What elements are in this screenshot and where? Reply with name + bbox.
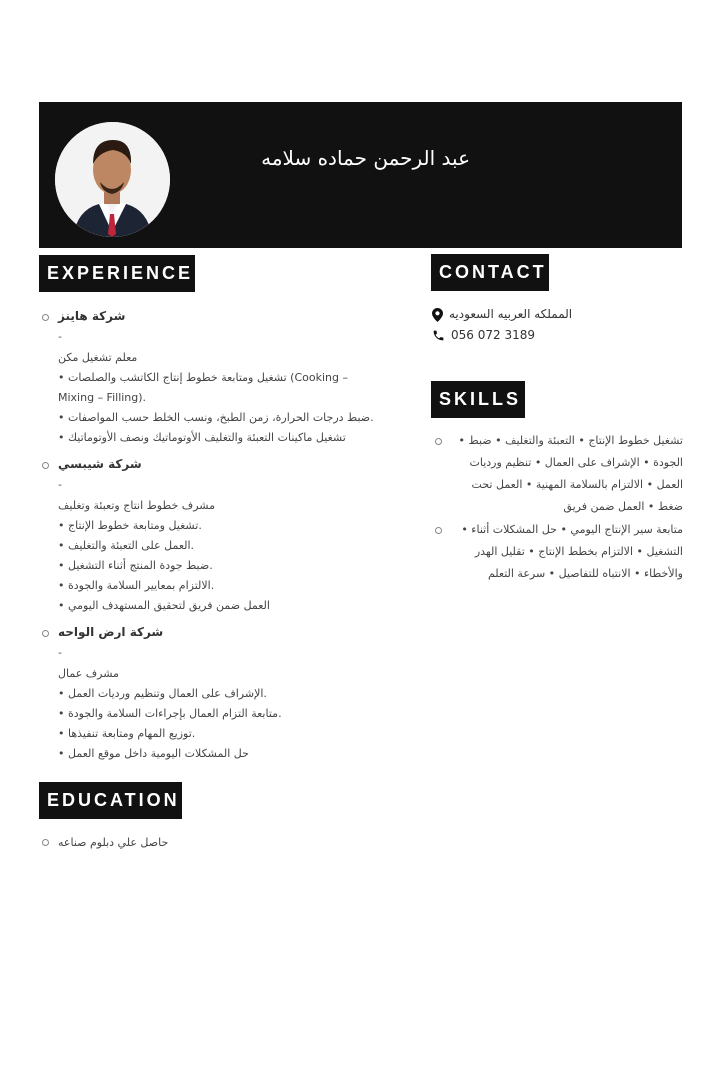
duty-line: • ضبط درجات الحرارة، زمن الطبخ، ونسب الخلط حسب المواصفات. — [58, 411, 374, 424]
experience-heading: EXPERIENCE — [39, 255, 195, 292]
skill-item — [433, 519, 683, 585]
phone-icon — [432, 329, 445, 342]
contact-location — [432, 304, 572, 324]
duty-line: • العمل ضمن فريق لتحقيق المستهدف اليومي — [58, 599, 270, 612]
full-name: عبد الرحمن حماده سلامه — [261, 146, 470, 170]
contact-heading: CONTACT — [431, 254, 549, 291]
experience-entry — [40, 454, 380, 616]
job-title: مشرف عمال — [58, 667, 119, 680]
location-text: المملكه العربيه السعوديه — [449, 307, 573, 321]
bullet-ring-icon — [42, 462, 49, 469]
bullet-ring-icon — [435, 527, 442, 534]
duty-line: • متابعة التزام العمال بإجراءات السلامة والجودة. — [58, 707, 282, 720]
company-name: شركة ارض الواحه — [58, 625, 164, 639]
duty-line: • تشغيل ومتابعة خطوط إنتاج الكاتشب والصلصات (Cooking – — [58, 371, 348, 384]
education-entry — [40, 833, 380, 853]
skill-line: التشغيل • الالتزام بخطط الإنتاج • تقليل الهدر — [474, 545, 683, 558]
skills-heading: SKILLS — [431, 381, 525, 418]
bullet-ring-icon — [42, 314, 49, 321]
duty-line: • تشغيل ماكينات التعبئة والتغليف الأوتوماتيك ونصف الأوتوماتيك — [58, 431, 346, 444]
date-range: - — [58, 330, 62, 343]
contact-phone[interactable] — [432, 325, 535, 345]
profile-photo — [55, 122, 170, 237]
bullet-ring-icon — [42, 630, 49, 637]
experience-entry — [40, 622, 380, 764]
bullet-ring-icon — [435, 438, 442, 445]
map-pin-icon — [432, 308, 443, 322]
skill-line: والأخطاء • الانتباه للتفاصيل • سرعة التعلم — [487, 567, 683, 580]
duty-line: • تشغيل ومتابعة خطوط الإنتاج. — [58, 519, 202, 532]
job-title: مشرف خطوط انتاج وتعبئة وتغليف — [58, 499, 215, 512]
duty-line: Mixing – Filling). — [58, 391, 147, 404]
company-name: شركة هاينز — [58, 309, 126, 323]
company-name: شركة شيبسي — [58, 457, 142, 471]
duty-line: • العمل على التعبئة والتغليف. — [58, 539, 195, 552]
skill-item — [433, 430, 683, 518]
education-item: حاصل علي دبلوم صناعه — [58, 836, 169, 849]
job-title: معلم تشغيل مكن — [58, 351, 138, 364]
duty-line: • توزيع المهام ومتابعة تنفيذها. — [58, 727, 196, 740]
phone-number[interactable]: 056 072 3189 — [451, 328, 535, 342]
date-range: - — [58, 646, 62, 659]
duty-line: • الالتزام بمعايير السلامة والجودة. — [58, 579, 215, 592]
skill-line: ضغط • العمل ضمن فريق — [563, 500, 683, 513]
date-range: - — [58, 478, 62, 491]
education-heading: EDUCATION — [39, 782, 182, 819]
duty-line: • حل المشكلات اليومية داخل موقع العمل — [58, 747, 249, 760]
duty-line: • ضبط جودة المنتج أثناء التشغيل. — [58, 559, 213, 572]
skill-line: تشغيل خطوط الإنتاج • التعبئة والتغليف • ضبط • — [458, 434, 683, 447]
skill-line: العمل • الالتزام بالسلامة المهنية • العمل تحت — [471, 478, 683, 491]
avatar-illustration — [55, 122, 170, 237]
duty-line: • الإشراف على العمال وتنظيم ورديات العمل. — [58, 687, 267, 700]
education-list — [40, 833, 380, 853]
skill-line: الجودة • الإشراف على العمال • تنظيم ورديات — [469, 456, 683, 469]
experience-list — [40, 306, 380, 764]
bullet-ring-icon — [42, 839, 49, 846]
skill-line: متابعة سير الإنتاج اليومي • حل المشكلات أثناء • — [461, 523, 683, 536]
experience-entry — [40, 306, 380, 448]
